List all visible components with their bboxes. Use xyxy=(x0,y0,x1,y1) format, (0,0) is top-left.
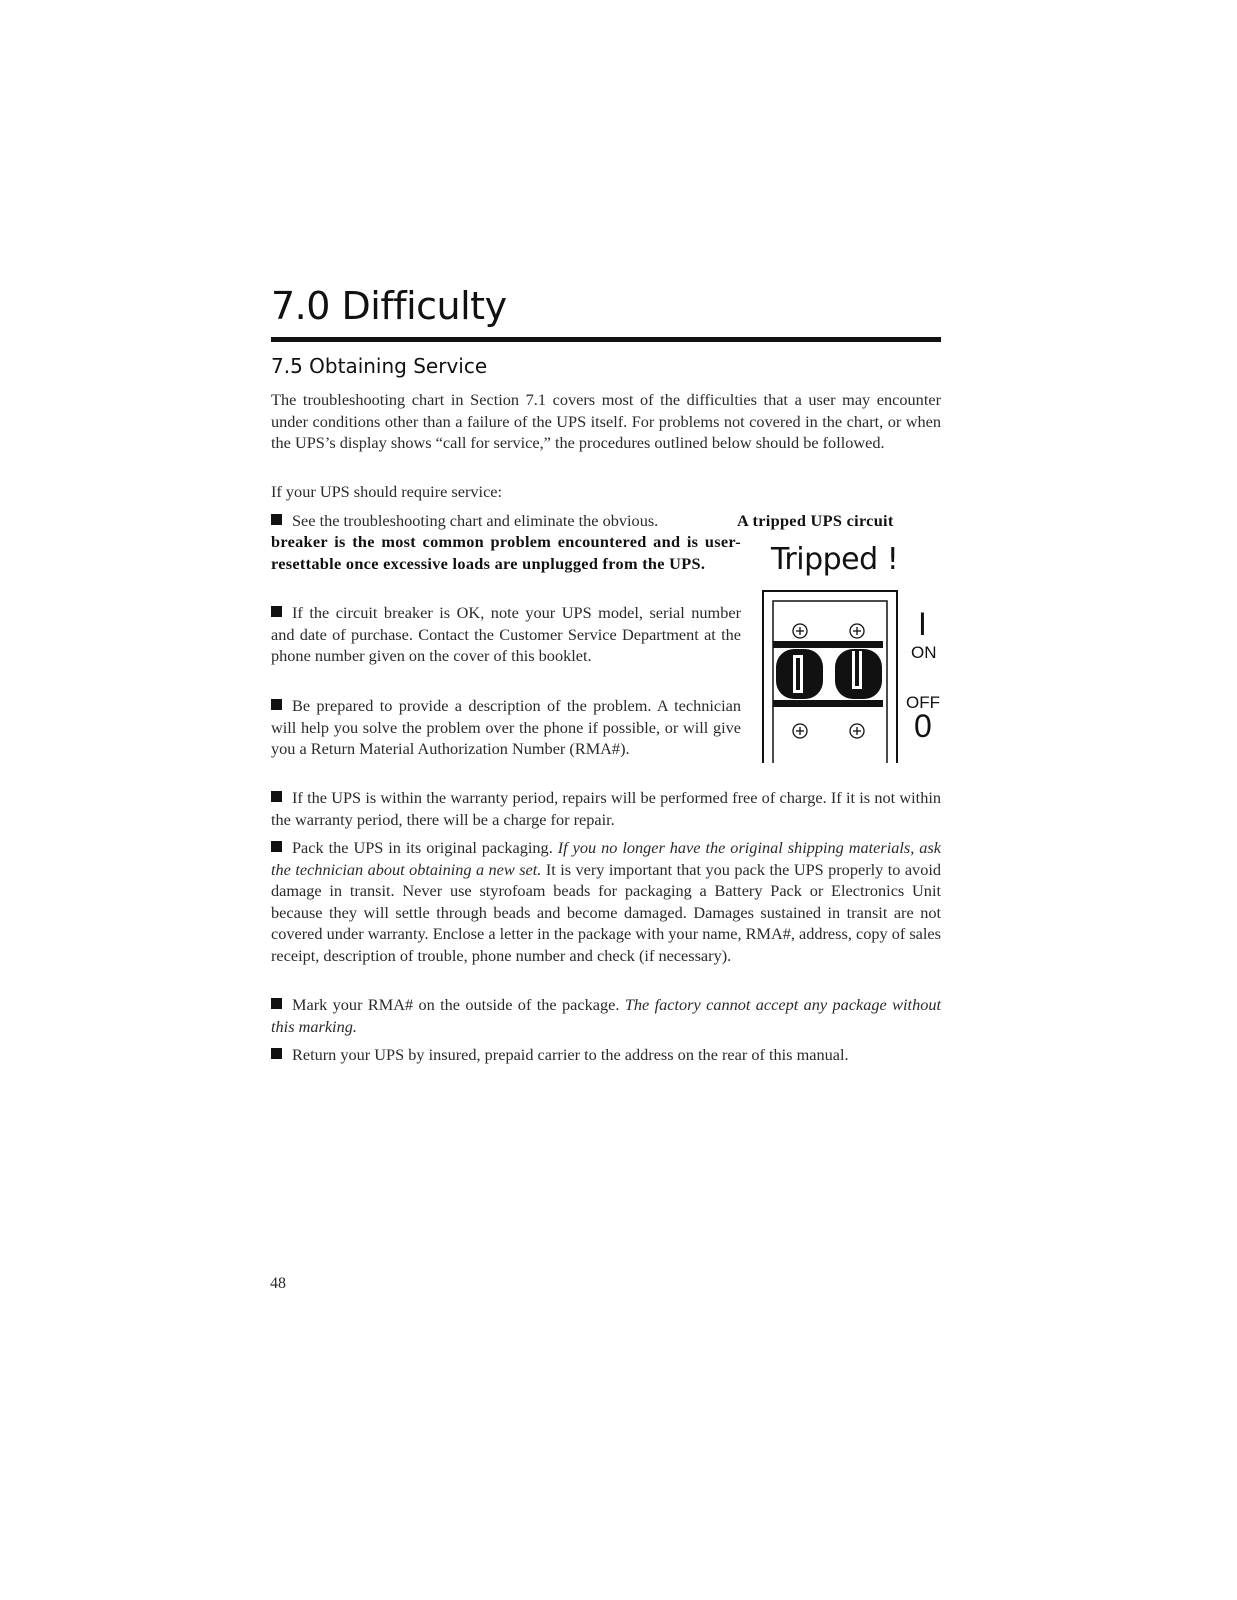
circuit-breaker-illustration xyxy=(755,585,905,767)
on-symbol: I xyxy=(918,606,927,642)
service-lead-in: If your UPS should require service: xyxy=(271,482,503,501)
bullet-square-icon xyxy=(271,699,282,710)
bullet-item-4: If the UPS is within the warranty period, repairs will be performed free of charge. If it is not within the warranty period, there will be a charge for repair. xyxy=(271,788,941,829)
page-number: 48 xyxy=(270,1275,286,1292)
bullet-square-icon xyxy=(271,841,282,852)
bullet-item-7: Return your UPS by insured, prepaid carrier to the address on the rear of this manual. xyxy=(271,1044,941,1066)
section-title: 7.5 Obtaining Service xyxy=(271,354,488,378)
figure-caption: Tripped ! xyxy=(771,542,899,577)
intro-paragraph: The troubleshooting chart in Section 7.1 covers most of the difficulties that a user may encounter under conditions other than a failure of the UPS itself. For problems not covered in the chart, or when the UPS’s display shows “call for service,” the procedures outlined below should be followed. xyxy=(271,390,941,452)
tripped-breaker-note-head: A tripped UPS circuit xyxy=(737,511,894,530)
bullet-item-1-bold-tail xyxy=(271,531,741,574)
bullet-item-5: Pack the UPS in its original packaging. If you no longer have the original shipping materials, ask the technician about obtaining a new set. It is very important that you pack the UPS properly to avoid damage in transit. Never use styrofoam beads for packaging a Battery Pack or Electronics Unit because they will settle through beads and become damaged. Damages sustained in transit are not covered under warranty. Enclose a letter in the package with your name, RMA#, address, copy of sales receipt, description of trouble, phone number and check (if necessary). xyxy=(271,838,941,965)
bullet-square-icon xyxy=(271,606,282,617)
bullet-square-icon xyxy=(271,998,282,1009)
title-rule xyxy=(271,337,941,342)
bullet-item-6: Mark your RMA# on the outside of the package. The factory cannot accept any package without this marking. xyxy=(271,995,942,1036)
bullet-square-icon xyxy=(271,791,282,802)
chapter-title: 7.0 Difficulty xyxy=(271,284,507,328)
tripped-breaker-note-tail: breaker is the most common problem encountered and is user-resettable once excessive loads are unplugged from the UPS. xyxy=(271,532,741,573)
bullet-item-1-bold-head xyxy=(271,510,941,532)
off-label: OFF xyxy=(906,693,940,712)
on-label: ON xyxy=(911,643,937,662)
off-symbol: 0 xyxy=(914,708,932,744)
bullet-item-1a: See the troubleshooting chart and eliminate the obvious. xyxy=(271,510,941,532)
bullet-item-2: If the circuit breaker is OK, note your UPS model, serial number and date of purchase. Contact the Customer Service Department at the phone number given on the cover of this booklet. xyxy=(271,603,741,665)
bullet-square-icon xyxy=(271,1048,282,1059)
bullet-item-3: Be prepared to provide a description of the problem. A technician will help you solve the problem over the phone if possible, or will give you a Return Material Authorization Number (RMA#). xyxy=(271,696,741,758)
